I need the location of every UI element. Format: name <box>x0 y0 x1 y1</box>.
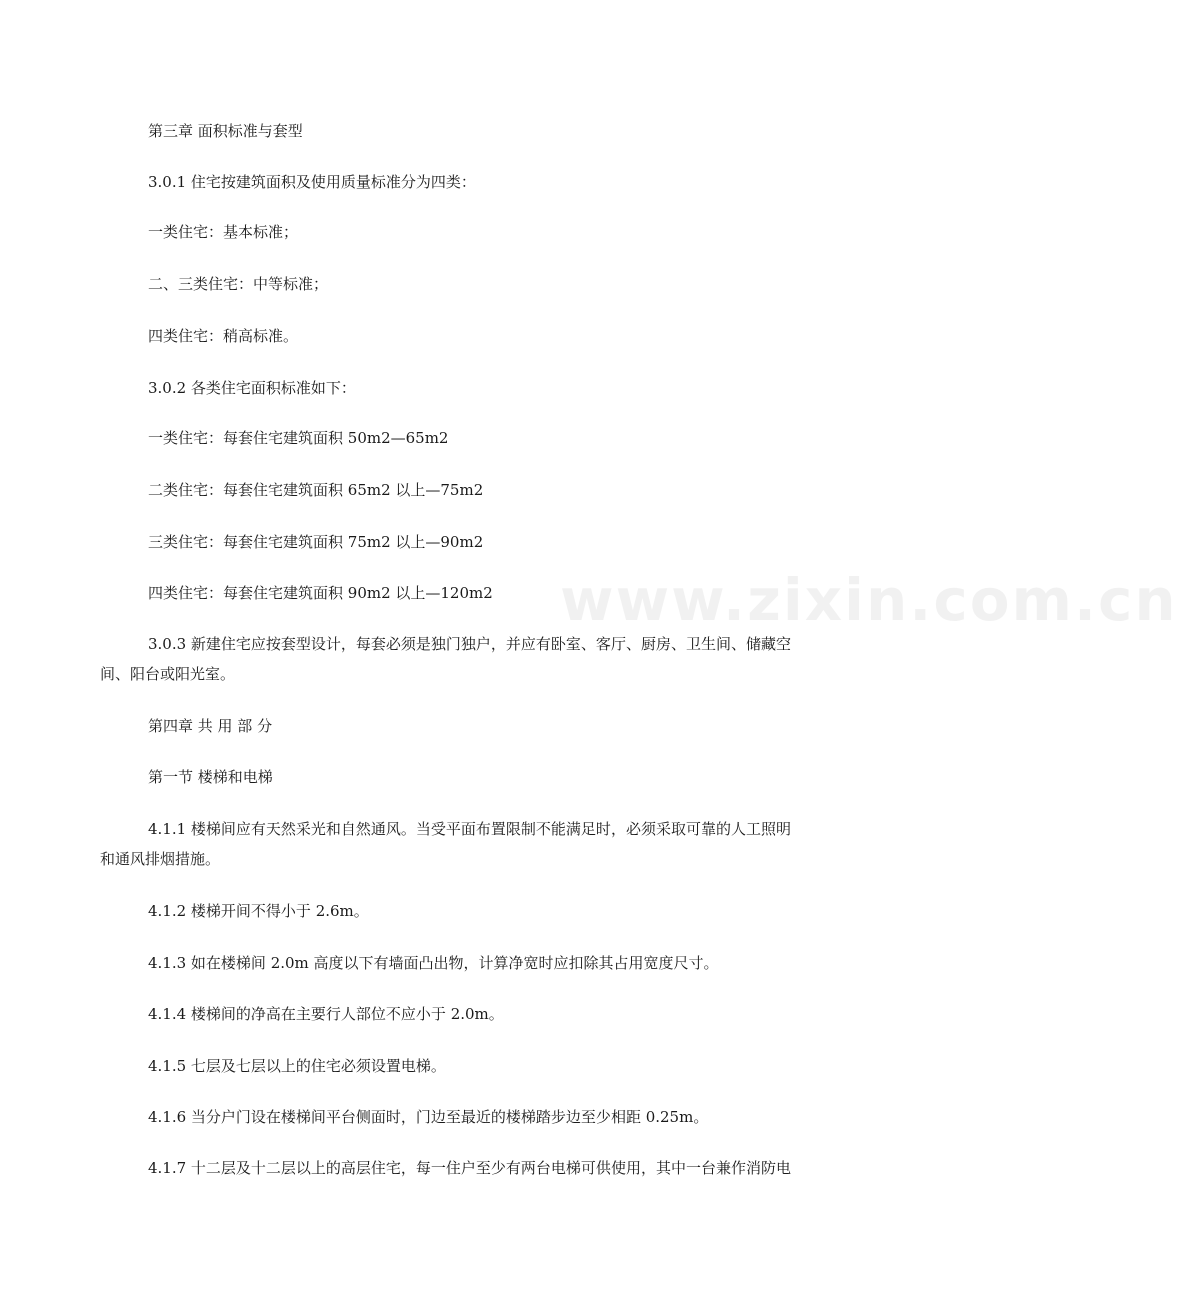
class-2-area: 二类住宅：每套住宅建筑面积 65m2 以上—75m2 <box>148 481 484 499</box>
section-1-heading: 第一节 楼梯和电梯 <box>148 768 273 786</box>
clause-3-0-1: 3.0.1 住宅按建筑面积及使用质量标准分为四类： <box>148 173 476 191</box>
clause-4-1-1: 4.1.1 楼梯间应有天然采光和自然通风。当受平面布置限制不能满足时，必须采取可靠的人工照明 <box>148 820 791 838</box>
chapter-4-heading: 第四章 共 用 部 分 <box>148 717 273 735</box>
class-4-standard: 四类住宅：稍高标准。 <box>148 327 299 345</box>
clause-4-1-2: 4.1.2 楼梯开间不得小于 2.6m。 <box>148 902 369 920</box>
clause-4-1-3: 4.1.3 如在楼梯间 2.0m 高度以下有墙面凸出物，计算净宽时应扣除其占用宽度尺寸。 <box>148 954 719 972</box>
clause-3-0-3: 3.0.3 新建住宅应按套型设计，每套必须是独门独户，并应有卧室、客厅、厨房、卫生间、储藏空 <box>148 635 791 653</box>
class-1-area: 一类住宅：每套住宅建筑面积 50m2—65m2 <box>148 429 449 447</box>
clause-4-1-5: 4.1.5 七层及七层以上的住宅必须设置电梯。 <box>148 1057 446 1075</box>
clause-3-0-2: 3.0.2 各类住宅面积标准如下： <box>148 379 356 397</box>
clause-3-0-3-continued: 间、阳台或阳光室。 <box>100 665 236 683</box>
watermark: www.zixin.com.cn <box>560 566 1178 634</box>
chapter-3-heading: 第三章 面积标准与套型 <box>148 122 303 140</box>
class-3-area: 三类住宅：每套住宅建筑面积 75m2 以上—90m2 <box>148 533 484 551</box>
clause-4-1-4: 4.1.4 楼梯间的净高在主要行人部位不应小于 2.0m。 <box>148 1005 504 1023</box>
clause-4-1-1-continued: 和通风排烟措施。 <box>100 850 221 868</box>
class-4-area: 四类住宅：每套住宅建筑面积 90m2 以上—120m2 <box>148 584 493 602</box>
clause-4-1-7: 4.1.7 十二层及十二层以上的高层住宅，每一住户至少有两台电梯可供使用，其中一台兼作消防电 <box>148 1159 791 1177</box>
class-2-3-standard: 二、三类住宅：中等标准； <box>148 275 329 293</box>
clause-4-1-6: 4.1.6 当分户门设在楼梯间平台侧面时，门边至最近的楼梯踏步边至少相距 0.25m。 <box>148 1108 709 1126</box>
class-1-standard: 一类住宅：基本标准； <box>148 223 299 241</box>
